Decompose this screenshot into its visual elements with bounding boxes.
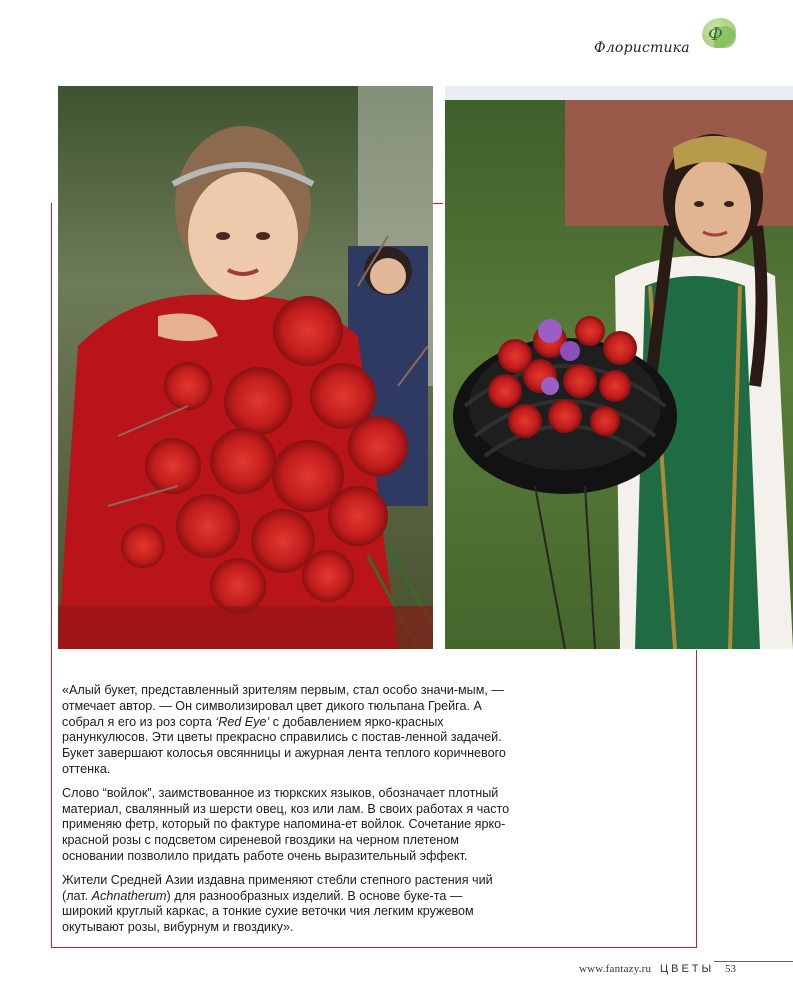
footer-magazine-name: ЦВЕТЫ xyxy=(659,963,715,975)
logo-monogram: Ф xyxy=(708,24,723,45)
photo-right xyxy=(445,86,793,649)
footer-rule xyxy=(714,961,793,962)
article-body xyxy=(62,683,510,944)
p1-part2: с добавлением ярко-красных ранункулюсов. Эти цветы прекрасно справились с постав-ленной задачей. Букет завершают колосья овсянницы и ажурная лента теплого коричневого оттенка. xyxy=(62,714,506,776)
page-footer xyxy=(579,963,736,975)
article-paragraph-3 xyxy=(62,873,510,936)
p3-part2: ) для разнообразных изделий. В основе буке-та — широкий круглый каркас, а тонкие сухие веточки чия легким кружевом окутывают розы, вибурнум и гвоздику». xyxy=(62,888,474,935)
frame-line-right xyxy=(696,650,697,948)
p3-part1: Жители Средней Азии издавна применяют стебли степного растения чий (лат. xyxy=(62,872,493,903)
section-title: Флористика xyxy=(594,40,690,56)
section-logo xyxy=(594,16,744,64)
p3-latin: Achnatherum xyxy=(91,888,167,903)
frame-line-tick xyxy=(433,203,443,204)
article-paragraph-1 xyxy=(62,683,510,778)
footer-site-link[interactable]: www.fantazy.ru xyxy=(579,963,652,975)
frame-line-bottom xyxy=(51,947,697,948)
page-number: 53 xyxy=(725,963,737,975)
photo-left xyxy=(58,86,433,649)
frame-line-left xyxy=(51,203,52,948)
p1-variety: ‘Red Eye’ xyxy=(215,714,270,729)
p1-part1: «Алый букет, представленный зрителям первым, стал особо значи-мым, — отмечает автор. — Он символизировал цвет дикого тюльпана Грейга. А собрал я его из роз сорта xyxy=(62,683,504,729)
photo-right-illustration xyxy=(445,86,793,649)
photo-left-illustration xyxy=(58,86,433,649)
article-paragraph-2: Слово “войлок”, заимствованное из тюркских языков, обозначает плотный материал, свалянный из шерсти овец, коз или лам. В своих работах я часто применяю фетр, который по фактуре напомина-ет войлок. Сочетание ярко-красной розы с подсветом сиреневой гвоздики на черном плетеном основании позволило придать работе очень выразительный эффект. xyxy=(62,785,510,863)
